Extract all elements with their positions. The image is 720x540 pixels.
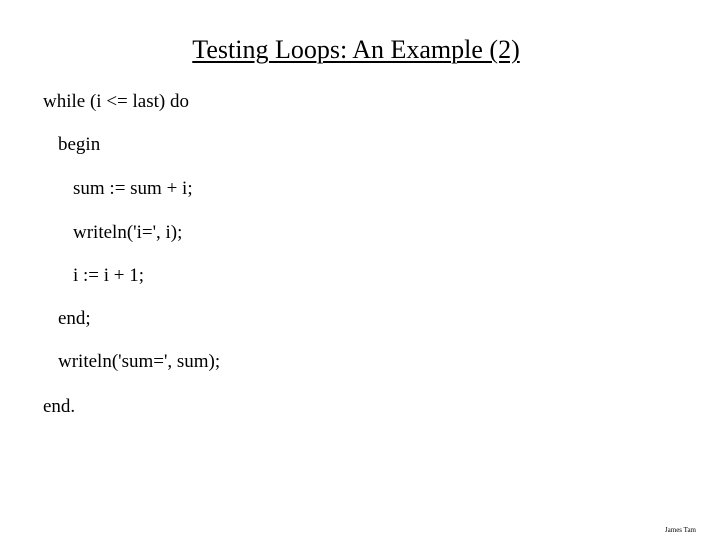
code-line-sum-assign: sum := sum + i; xyxy=(73,178,193,199)
slide-title: Testing Loops: An Example (2) xyxy=(192,35,520,64)
code-line-end-loop: end; xyxy=(58,308,91,329)
code-line-begin: begin xyxy=(58,134,101,155)
code-line-end-program: end. xyxy=(43,396,76,417)
code-line-writeln-i: writeln('i=', i); xyxy=(73,222,183,243)
author-footer: James Tam xyxy=(664,526,696,534)
code-line-increment: i := i + 1; xyxy=(73,265,145,286)
code-line-writeln-sum: writeln('sum=', sum); xyxy=(58,351,221,372)
code-line-while: while (i <= last) do xyxy=(43,91,189,112)
